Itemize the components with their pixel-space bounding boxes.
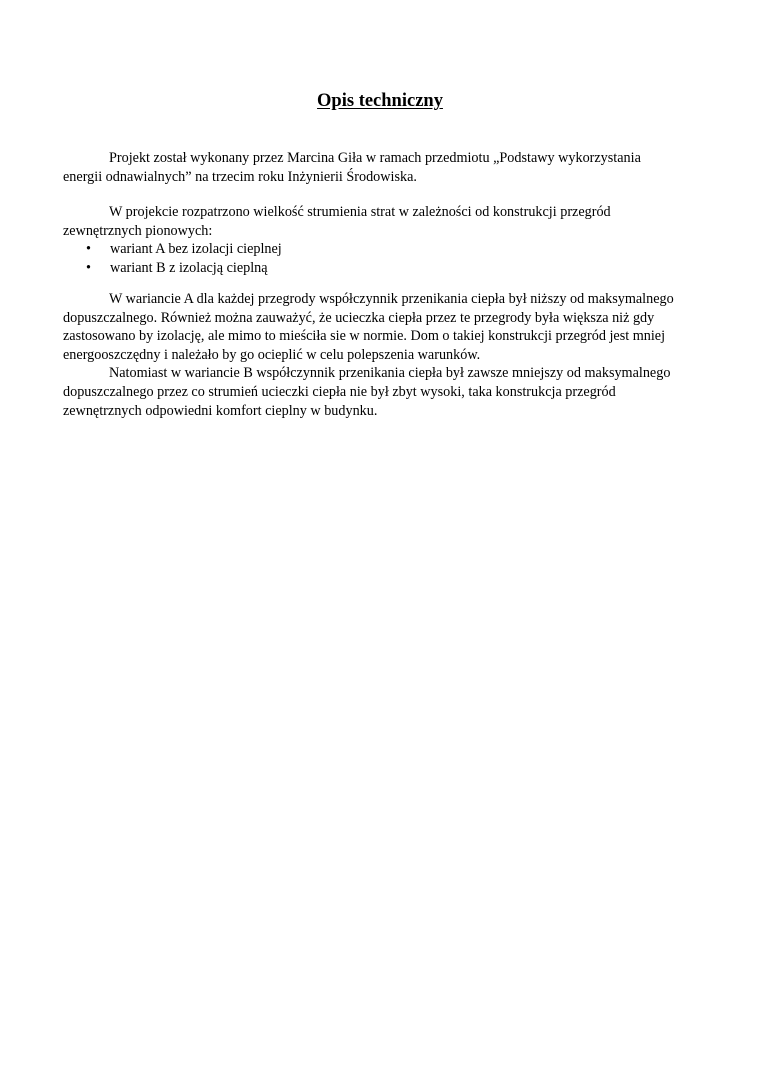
list-item (63, 259, 675, 278)
page-title: Opis techniczny (317, 91, 443, 111)
variant-b-paragraph: Natomiast w wariancie B współczynnik przenikania ciepła był zawsze mniejszy od maksymalnego dopuszczalnego przez co strumień ucieczki ciepła nie był zbyt wysoki, taka konstrukcja przegród zewnętrznych odpowiedni komfort cieplny w budynku. (63, 365, 671, 419)
bullet-icon: • (86, 259, 91, 276)
bullet-icon: • (86, 241, 91, 258)
variant-list (63, 240, 675, 277)
variant-a-paragraph: W wariancie A dla każdej przegrody współczynnik przenikania ciepła był niższy od maksymalnego dopuszczalnego. Również można zauważyć, że ucieczka ciepła przez te przegrody była większa niż gdy zastosowano by izolację, ale mimo to mieściła sie w normie. Dom o takiej konstrukcji przegród jest mniej energooszczędny i należało by go ocieplić w celu polepszenia warunków. (63, 291, 674, 363)
scope-paragraph: W projekcie rozpatrzono wielkość strumienia strat w zależności od konstrukcji przegród zewnętrznych pionowych: (63, 204, 611, 239)
variant-a-label: wariant A bez izolacji cieplnej (110, 241, 282, 258)
intro-section (63, 149, 675, 186)
scope-section (63, 203, 675, 277)
list-item (63, 240, 675, 259)
intro-paragraph: Projekt został wykonany przez Marcina Giła w ramach przedmiotu „Podstawy wykorzystania energii odnawialnych” na trzecim roku Inżynierii Środowiska. (63, 150, 641, 185)
variant-b-label: wariant B z izolacją cieplną (110, 259, 268, 276)
conclusions-section (63, 290, 675, 420)
